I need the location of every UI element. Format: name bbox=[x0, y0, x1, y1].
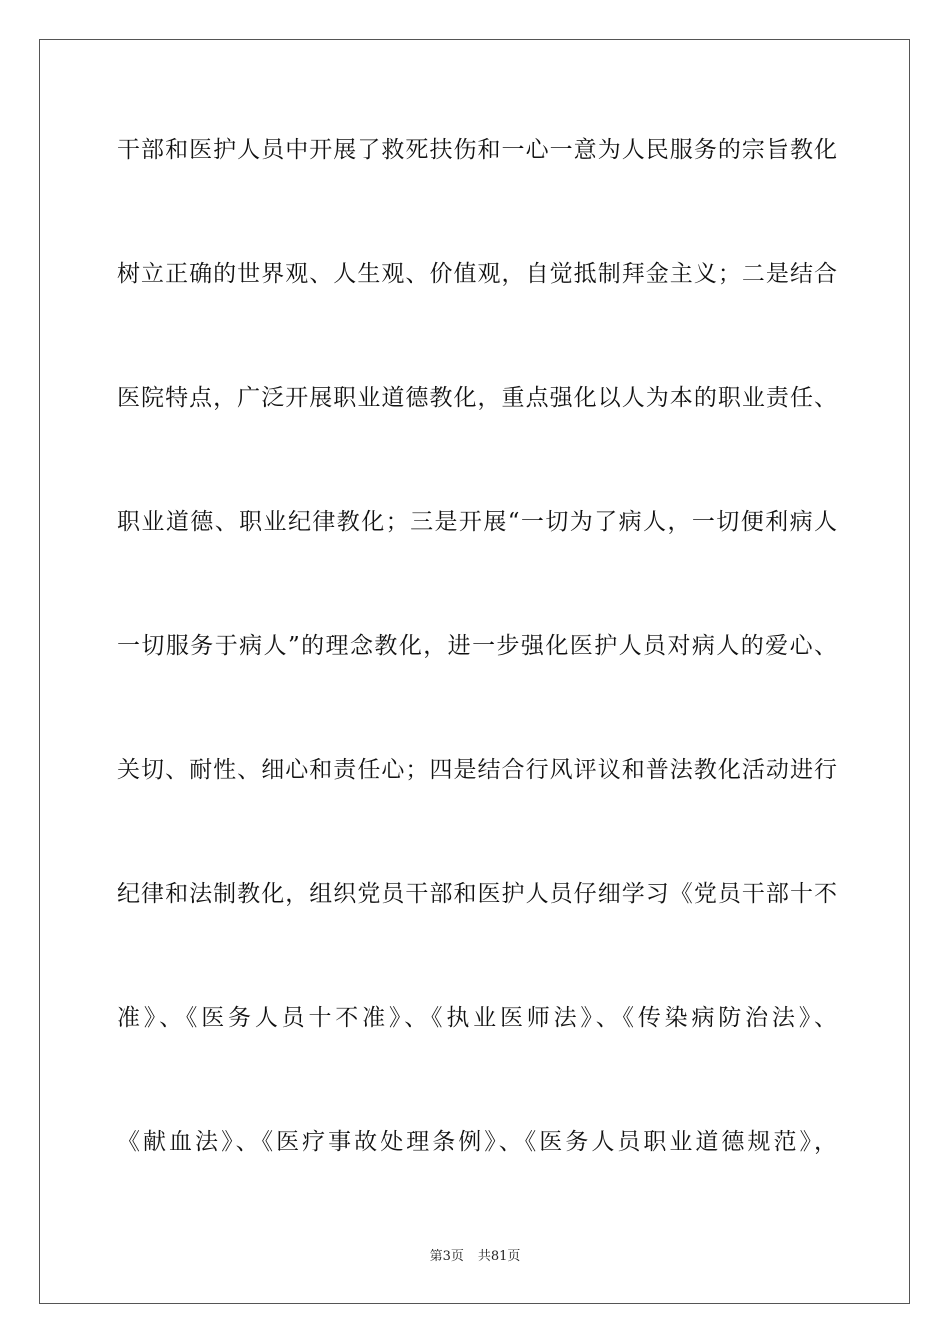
text-line: 干部和医护人员中开展了救死扶伤和一心一意为人民服务的宗旨教化 bbox=[117, 137, 837, 163]
text-line: 《献血法》、《医疗事故处理条例》、《医务人员职业道德规范》， bbox=[117, 1129, 837, 1155]
text-line: 纪律和法制教化，组织党员干部和医护人员仔细学习《党员干部十不 bbox=[117, 881, 837, 907]
text-line: 职业道德、职业纪律教化；三是开展“一切为了病人，一切便利病人 bbox=[117, 509, 837, 535]
text-line: 医院特点，广泛开展职业道德教化，重点强化以人为本的职业责任、 bbox=[117, 385, 837, 411]
page-number: 第3页 bbox=[429, 1249, 464, 1264]
page-border bbox=[39, 39, 910, 1304]
text-line: 关切、耐性、细心和责任心；四是结合行风评议和普法教化活动进行 bbox=[117, 757, 837, 783]
text-line: 树立正确的世界观、人生观、价值观，自觉抵制拜金主义；二是结合 bbox=[117, 261, 837, 287]
text-line: 一切服务于病人”的理念教化，进一步强化医护人员对病人的爱心、 bbox=[117, 633, 837, 659]
page-total: 共81页 bbox=[477, 1249, 521, 1264]
text-line: 准》、《医务人员十不准》、《执业医师法》、《传染病防治法》、 bbox=[117, 1005, 837, 1031]
page-footer bbox=[0, 1248, 950, 1266]
